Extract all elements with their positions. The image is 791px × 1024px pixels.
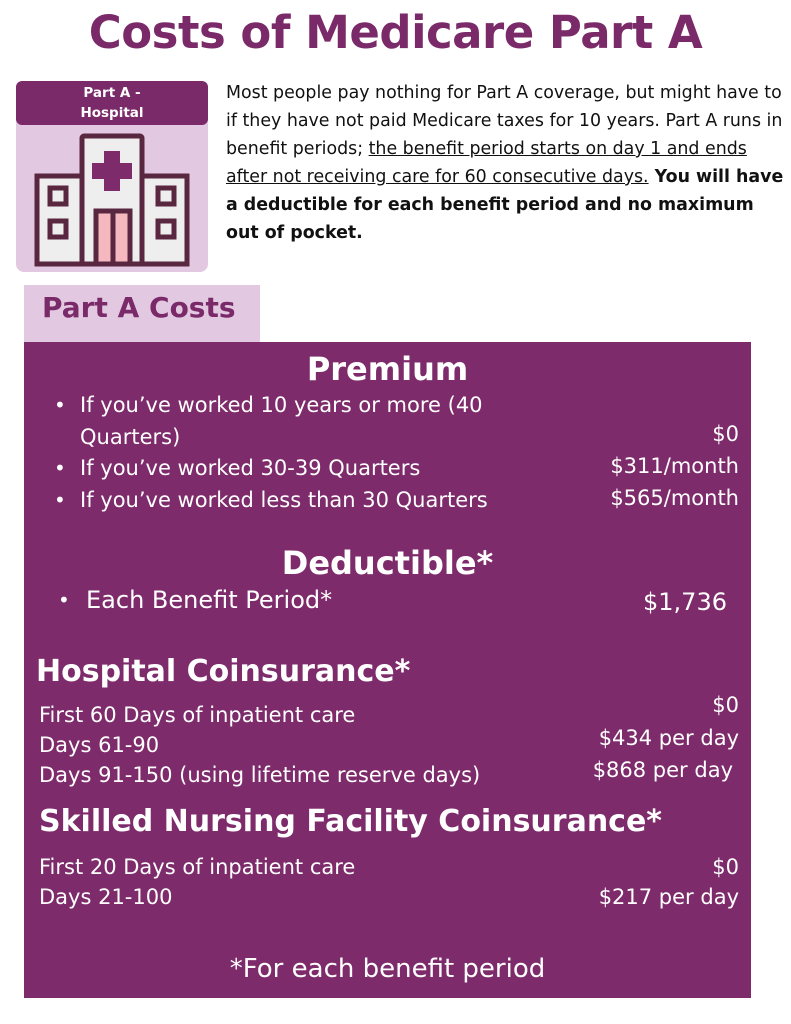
intro-paragraph	[226, 79, 786, 247]
premium-item-value: $0	[712, 422, 739, 446]
part-a-hospital-card	[16, 81, 208, 272]
snf-item-label: Days 21-100	[39, 885, 173, 909]
snf-item-value: $217 per day	[598, 885, 739, 909]
bullet-icon: •	[54, 456, 66, 480]
hospital-coinsurance-heading: Hospital Coinsurance*	[36, 654, 411, 689]
deductible-item	[58, 584, 478, 616]
deductible-note: You will have a deductible for each benefit period and no maximum out of pocket.	[226, 167, 784, 243]
hospital-item-label: Days 61-90	[39, 733, 160, 757]
deductible-item-value: $1,736	[643, 588, 727, 616]
hospital-item-value: $868 per day	[592, 758, 733, 782]
badge-line-2: Hospital	[80, 105, 144, 121]
costs-panel	[24, 342, 751, 998]
hospital-item-label: First 60 Days of inpatient care	[39, 703, 356, 727]
footnote: *For each benefit period	[229, 954, 546, 984]
premium-item	[54, 452, 524, 484]
bullet-icon: •	[54, 393, 66, 417]
card-badge	[16, 81, 208, 125]
bullet-icon: •	[58, 588, 70, 612]
deductible-item-label: Each Benefit Period*	[86, 586, 333, 614]
hospital-item-label: Days 91-150 (using lifetime reserve days)	[39, 763, 481, 787]
premium-item-label: If you’ve worked less than 30 Quarters	[80, 488, 488, 512]
intro-text: Most people pay nothing for Part A coverage, but might have to if they have not paid Medicare taxes for 10 years. Part A runs in benefit periods;	[226, 83, 783, 159]
snf-item-label: First 20 Days of inpatient care	[39, 855, 356, 879]
premium-item-value: $565/month	[610, 486, 739, 510]
benefit-period-definition: the benefit period starts on day 1 and ends after not receiving care for 60 consecutive days.	[226, 139, 747, 187]
premium-item	[54, 389, 524, 453]
page-title: Costs of Medicare Part A	[88, 6, 703, 59]
premium-item-label: If you’ve worked 30-39 Quarters	[80, 456, 421, 480]
premium-item-label: If you’ve worked 10 years or more (40 Quarters)	[80, 393, 483, 449]
bullet-icon: •	[54, 488, 66, 512]
snf-item-value: $0	[712, 855, 739, 879]
hospital-item-value: $0	[712, 693, 739, 717]
part-a-costs-tab: Part A Costs	[24, 285, 260, 343]
premium-item-value: $311/month	[610, 454, 739, 478]
snf-coinsurance-heading: Skilled Nursing Facility Coinsurance*	[39, 804, 662, 839]
hospital-icon	[34, 131, 190, 267]
hospital-item-value: $434 per day	[598, 726, 739, 750]
deductible-heading: Deductible*	[281, 544, 494, 582]
premium-item	[54, 484, 554, 516]
premium-heading: Premium	[306, 350, 469, 388]
badge-line-1: Part A -	[83, 85, 141, 101]
